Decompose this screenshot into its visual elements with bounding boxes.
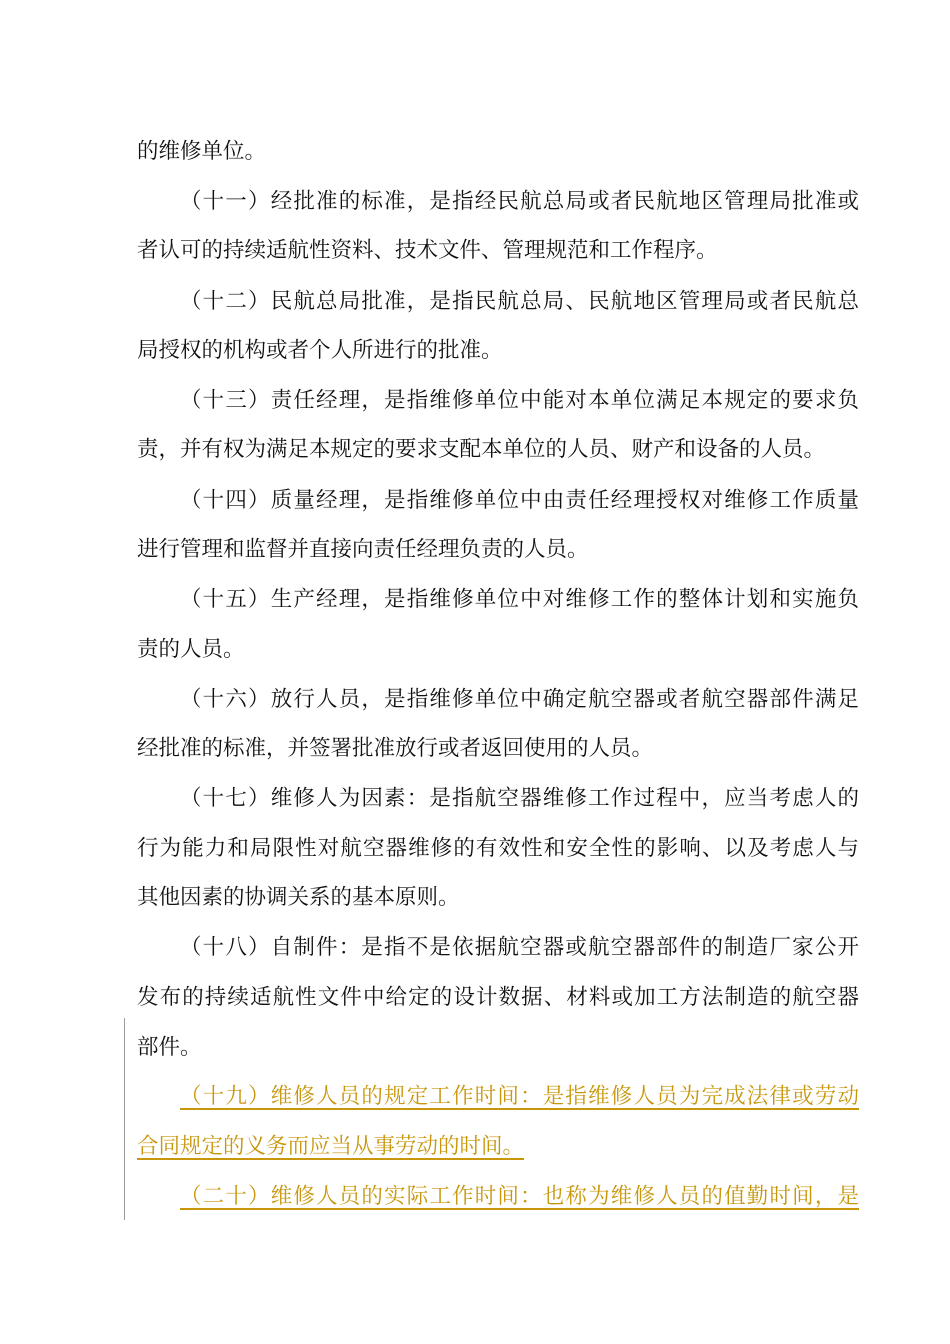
- paragraph-15-line: （十五）生产经理，是指维修单位中对维修工作的整体计划和实施负: [180, 587, 859, 612]
- text-line: 部件。: [137, 1035, 202, 1060]
- inserted-paragraph-20-line: （二十）维修人员的实际工作时间：也称为维修人员的值勤时间，是: [180, 1184, 859, 1209]
- text-line: 责的人员。: [137, 637, 245, 662]
- text-line: 发布的持续适航性文件中给定的设计数据、材料或加工方法制造的航空器: [137, 985, 859, 1010]
- text-line: 的维修单位。: [137, 139, 267, 164]
- text-line: 进行管理和监督并直接向责任经理负责的人员。: [137, 537, 589, 562]
- paragraph-16-line: （十六）放行人员，是指维修单位中确定航空器或者航空器部件满足: [180, 687, 859, 712]
- paragraph-18-line: （十八）自制件：是指不是依据航空器或航空器部件的制造厂家公开: [180, 935, 859, 960]
- text-line: 局授权的机构或者个人所进行的批准。: [137, 338, 503, 363]
- paragraph-14-line: （十四）质量经理，是指维修单位中由责任经理授权对维修工作质量: [180, 488, 859, 513]
- paragraph-12-line: （十二）民航总局批准，是指民航总局、民航地区管理局或者民航总: [180, 289, 859, 314]
- text-line: 责，并有权为满足本规定的要求支配本单位的人员、财产和设备的人员。: [137, 437, 826, 462]
- text-line: 经批准的标准，并签署批准放行或者返回使用的人员。: [137, 736, 654, 761]
- revision-change-bar: [124, 1018, 125, 1220]
- paragraph-13-line: （十三）责任经理，是指维修单位中能对本单位满足本规定的要求负: [180, 388, 859, 413]
- text-line: 行为能力和局限性对航空器维修的有效性和安全性的影响、以及考虑人与: [137, 836, 859, 861]
- inserted-text-line: 合同规定的义务而应当从事劳动的时间。: [137, 1134, 525, 1159]
- paragraph-11-line: （十一）经批准的标准，是指经民航总局或者民航地区管理局批准或: [180, 189, 859, 214]
- paragraph-17-line: （十七）维修人为因素：是指航空器维修工作过程中，应当考虑人的: [180, 786, 859, 811]
- text-line: 者认可的持续适航性资料、技术文件、管理规范和工作程序。: [137, 238, 718, 263]
- inserted-paragraph-19-line: （十九）维修人员的规定工作时间：是指维修人员为完成法律或劳动: [180, 1084, 859, 1109]
- text-line: 其他因素的协调关系的基本原则。: [137, 885, 460, 910]
